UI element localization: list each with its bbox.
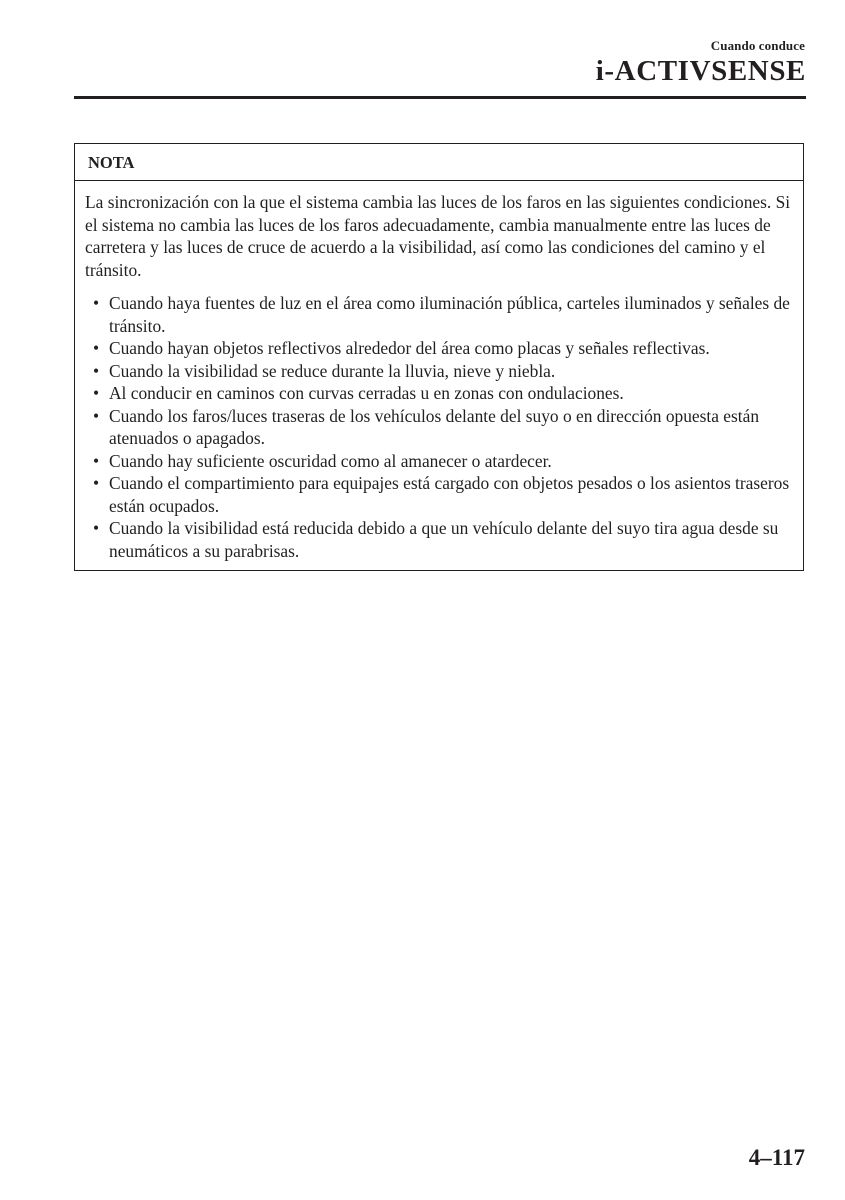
bullet-icon: •: [92, 360, 100, 381]
header-divider: [74, 96, 806, 99]
page-number: 4–117: [748, 1145, 805, 1170]
list-item-text: Cuando la visibilidad se reduce durante la lluvia, nieve y niebla.: [109, 360, 556, 381]
list-item-text: Cuando el compartimiento para equipajes está cargado con objetos pesados o los asientos traseros están ocupados.: [109, 473, 790, 516]
list-item: [85, 292, 793, 337]
list-item: [85, 337, 793, 360]
note-intro-paragraph: La sincronización con la que el sistema cambia las luces de los faros en las siguientes condiciones. Si el sistema no cambia las luces de los faros adecuadamente, cambia manualmente entre las luces de carretera y las luces de cruce de acuerdo a la visibilidad, así como las condiciones del camino y el tránsito.: [85, 192, 791, 280]
bullet-icon: •: [92, 473, 100, 493]
list-item: [85, 450, 793, 473]
list-item-text: Cuando la visibilidad está reducida debido a que un vehículo delante del suyo tira agua desde su neumáticos a su parabrisas.: [109, 518, 779, 561]
list-item-text: Cuando los faros/luces traseras de los vehículos delante del suyo o en dirección opuesta están atenuados o apagados.: [109, 405, 760, 448]
list-item-text: Cuando hayan objetos reflectivos alrededor del área como placas y señales reflectivas.: [109, 338, 710, 358]
bullet-icon: •: [92, 450, 100, 471]
bullet-icon: •: [92, 383, 100, 403]
list-item: [85, 382, 793, 405]
list-item: [85, 405, 793, 450]
chapter-title: i-ACTIVSENSE: [595, 55, 806, 87]
list-item: [85, 472, 793, 517]
bullet-icon: •: [92, 518, 100, 538]
list-item: [85, 360, 793, 383]
note-body: [75, 181, 803, 562]
section-heading: Cuando conduce: [710, 38, 805, 53]
bullet-icon: •: [92, 338, 100, 358]
note-label: NOTA: [75, 144, 803, 181]
bullet-icon: •: [92, 293, 100, 313]
list-item-text: Al conducir en caminos con curvas cerradas u en zonas con ondulaciones.: [109, 383, 624, 403]
note-bullet-list: [85, 292, 793, 562]
list-item-text: Cuando hay suficiente oscuridad como al amanecer o atardecer.: [109, 450, 552, 471]
list-item: [85, 517, 793, 562]
bullet-icon: •: [92, 405, 100, 426]
note-box: [74, 143, 804, 571]
list-item-text: Cuando haya fuentes de luz en el área como iluminación pública, carteles iluminados y señales de tránsito.: [109, 293, 790, 336]
